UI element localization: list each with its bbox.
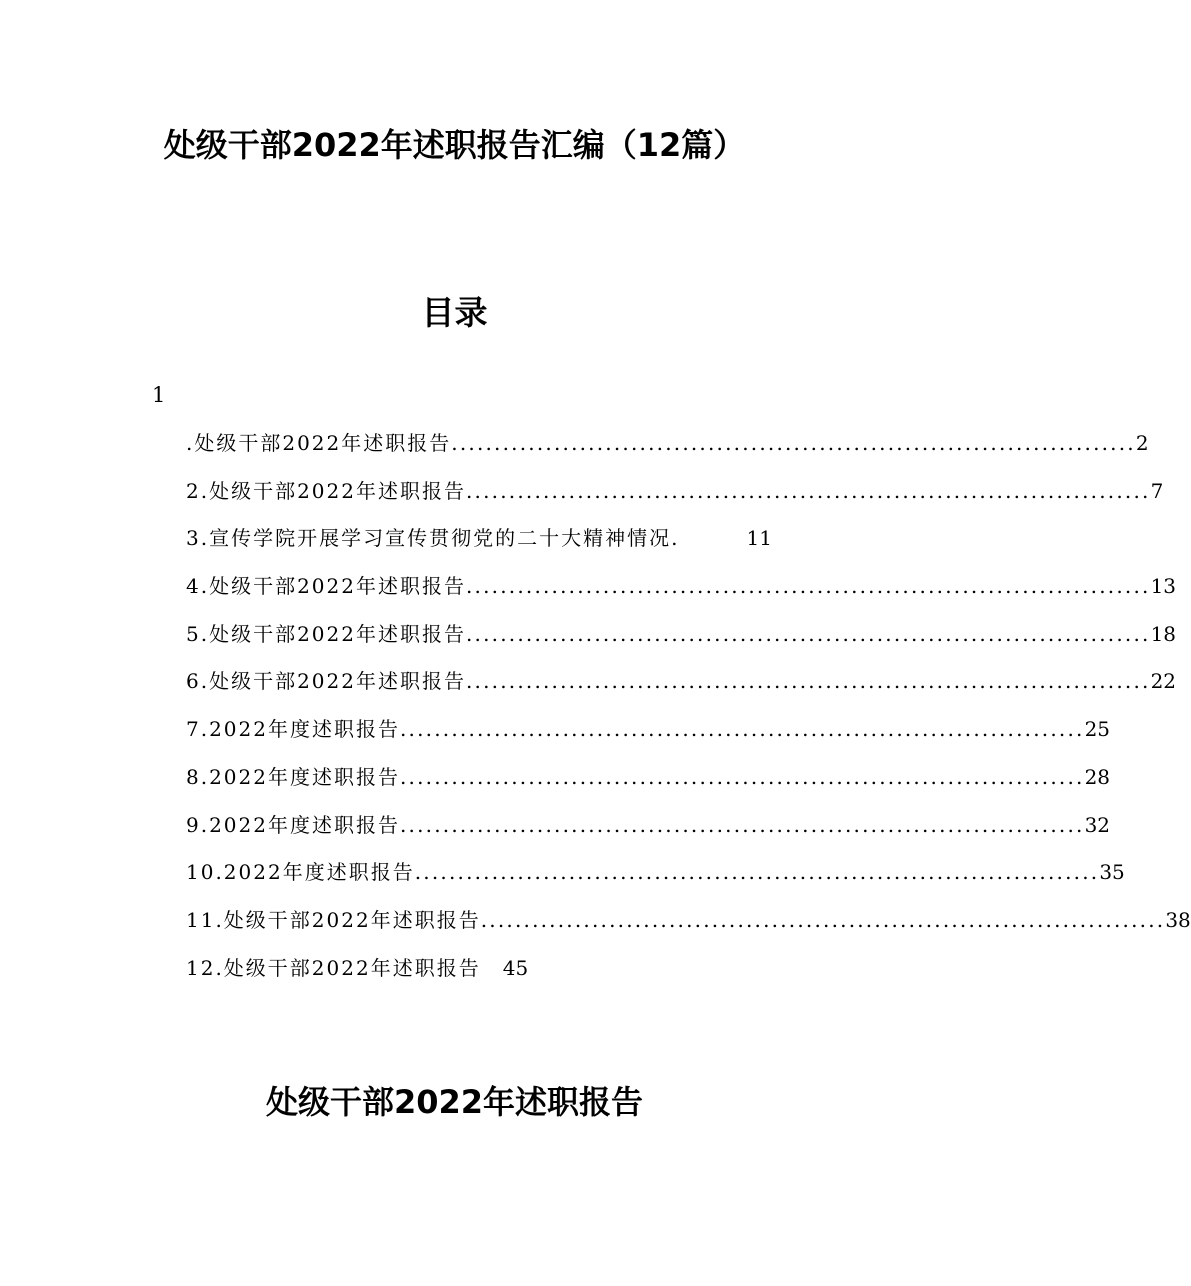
document-title: 处级干部2022年述职报告汇编（12篇）: [163, 126, 746, 164]
toc-entry-10[interactable]: [186, 857, 1125, 905]
toc-entry-page: 13: [1150, 574, 1177, 599]
toc-dot-leader: ................................................................................: [465, 621, 1151, 646]
toc-entry-12[interactable]: [186, 953, 772, 1001]
toc-dot-leader: ................................................................................: [399, 764, 1085, 789]
toc-entry-label: 3.宣传学院开展学习宣传贯彻党的二十大精神情况.: [186, 526, 680, 551]
toc-entry-label: 2.处级干部2022年述职报告: [186, 478, 466, 503]
toc-entry-page: 25: [1084, 717, 1111, 742]
toc-dot-leader: ................................................................................: [414, 860, 1100, 885]
toc-entry-label: .处级干部2022年述职报告: [186, 431, 452, 455]
toc-heading: 目录: [421, 293, 488, 332]
toc-dot-leader: ................................................................................: [465, 478, 1151, 503]
toc-entry-label: 11.处级干部2022年述职报告: [186, 907, 481, 932]
toc-dot-leader: ................................................................................: [399, 717, 1085, 742]
toc-entry-page: 32: [1084, 812, 1111, 837]
toc-entry-page: 2: [1135, 431, 1149, 455]
toc-entry-page: 28: [1084, 764, 1111, 789]
toc-entry-page: 38: [1165, 907, 1191, 932]
toc-entry-page: 35: [1099, 860, 1125, 885]
toc-entry-page: 45: [502, 955, 529, 980]
toc-entry-page: 22: [1150, 669, 1177, 694]
toc-entry-label: 12.处级干部2022年述职报告: [186, 955, 481, 980]
page-marker: 1: [152, 383, 166, 407]
table-of-contents: [186, 428, 1191, 1000]
toc-dot-leader: ................................................................................: [399, 812, 1085, 837]
toc-entry-1[interactable]: [186, 428, 1149, 476]
toc-entry-6[interactable]: [186, 666, 1177, 714]
toc-entry-label: 5.处级干部2022年述职报告: [186, 621, 466, 646]
toc-entry-label: 8.2022年度述职报告: [186, 764, 400, 789]
toc-dot-leader: ................................................................................: [451, 431, 1136, 455]
toc-entry-page: 11: [746, 526, 772, 551]
toc-entry-label: 6.处级干部2022年述职报告: [186, 669, 466, 694]
toc-entry-7[interactable]: [186, 714, 1111, 762]
toc-entry-4[interactable]: [186, 571, 1177, 619]
toc-entry-9[interactable]: [186, 810, 1111, 858]
toc-entry-3[interactable]: [186, 523, 772, 571]
toc-entry-page: 7: [1150, 478, 1164, 503]
toc-entry-label: 9.2022年度述职报告: [186, 812, 400, 837]
toc-entry-5[interactable]: [186, 619, 1177, 667]
toc-entry-11[interactable]: [186, 905, 1191, 953]
toc-dot-leader: ................................................................................: [465, 669, 1151, 694]
toc-entry-label: 4.处级干部2022年述职报告: [186, 574, 466, 599]
toc-entry-label: 10.2022年度述职报告: [186, 860, 415, 885]
toc-dot-leader: ................................................................................: [480, 907, 1166, 932]
toc-entry-2[interactable]: [186, 476, 1164, 524]
section-title: 处级干部2022年述职报告: [265, 1083, 644, 1121]
toc-entry-page: 18: [1150, 621, 1177, 646]
toc-entry-label: 7.2022年度述职报告: [186, 717, 400, 742]
toc-entry-8[interactable]: [186, 762, 1111, 810]
toc-dot-leader: ................................................................................: [465, 574, 1151, 599]
